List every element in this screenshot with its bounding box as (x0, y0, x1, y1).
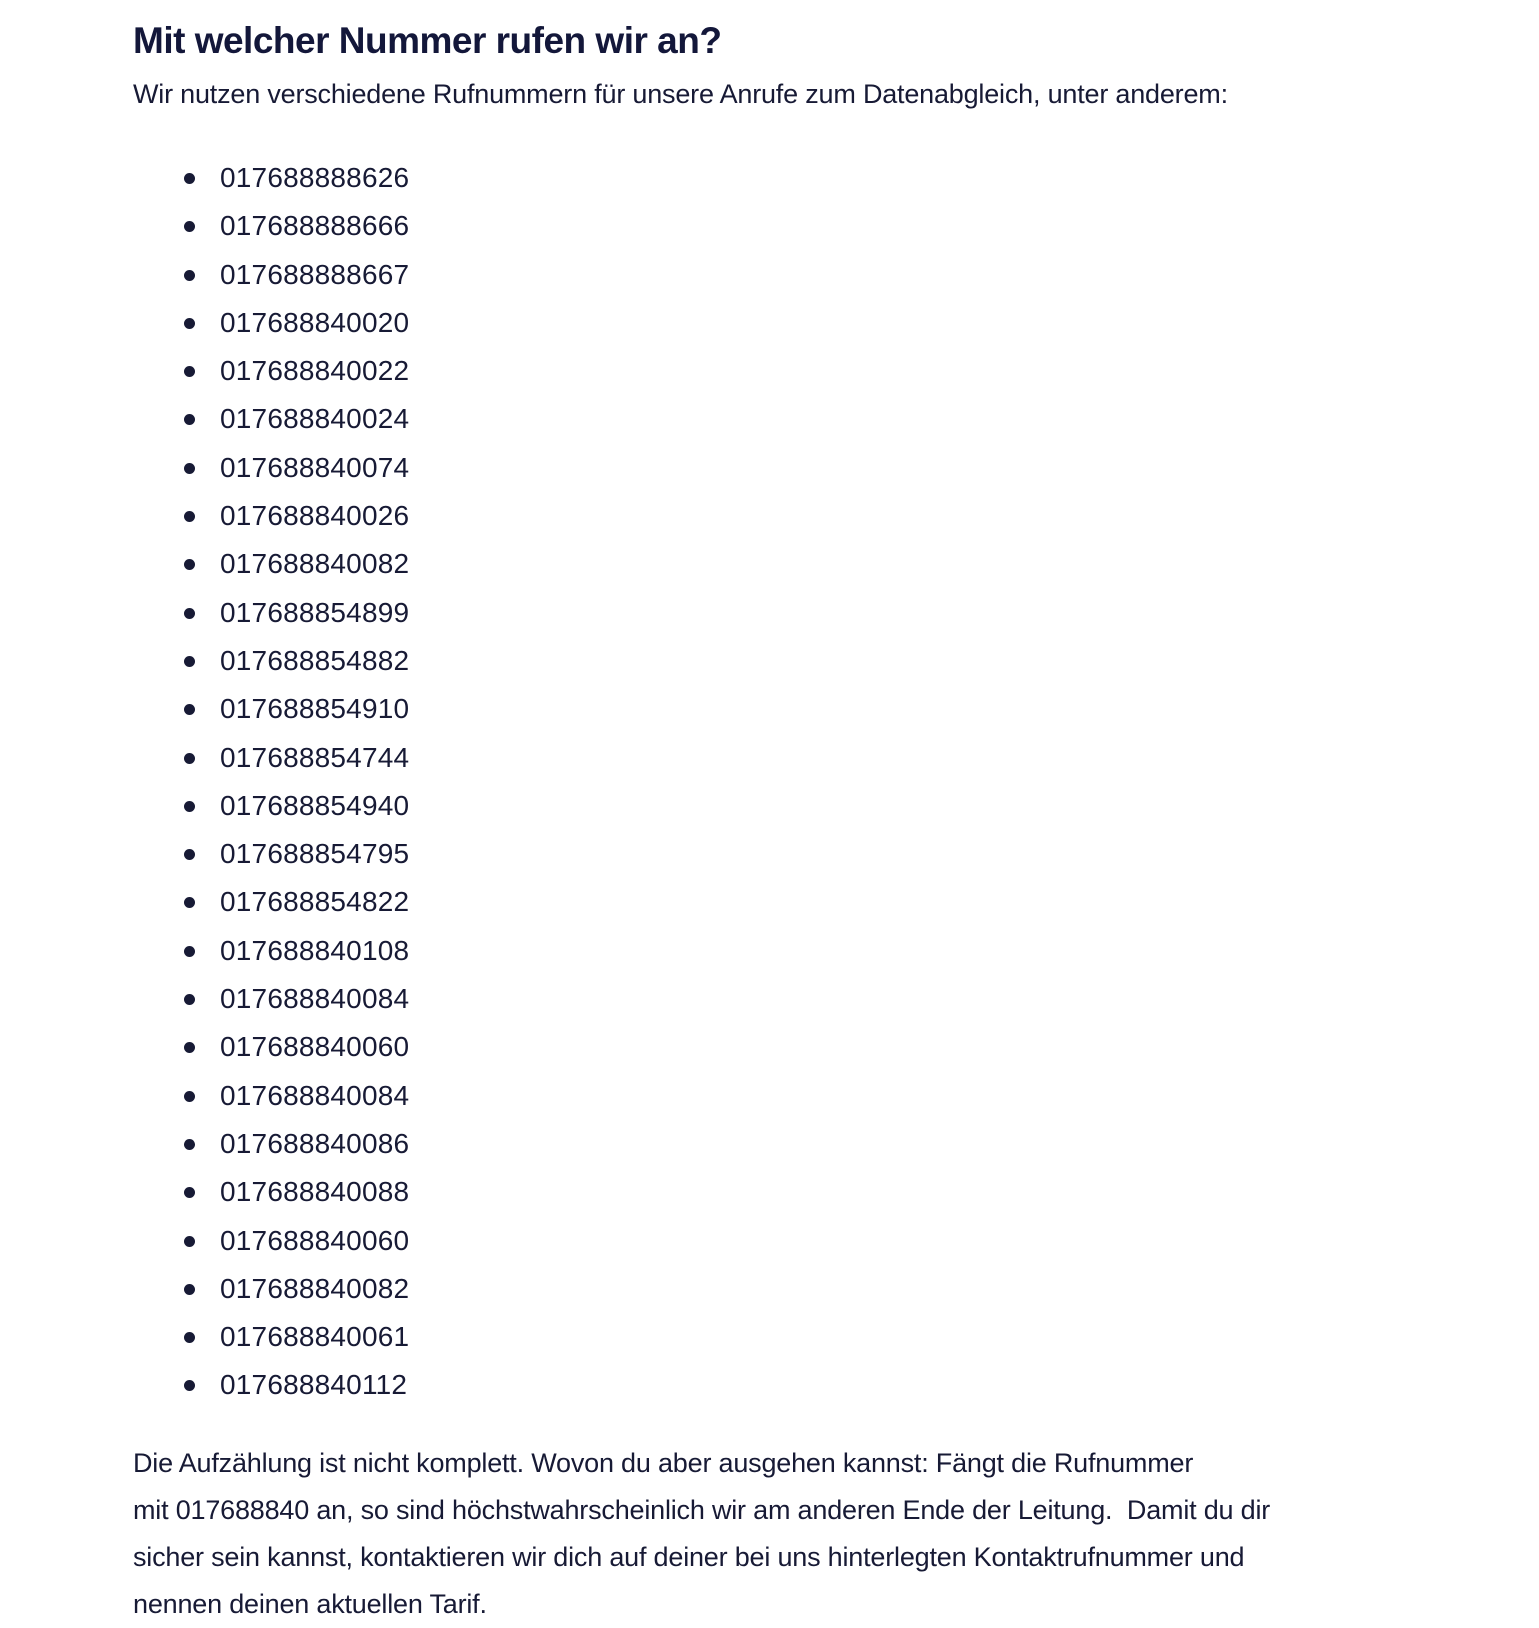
phone-number-item: 017688888667 (133, 251, 1539, 299)
page-title: Mit welcher Nummer rufen wir an? (133, 20, 722, 61)
outro-line: mit 017688840 an, so sind höchstwahrscheinlich wir am anderen Ende der Leitung. Damit du dir (133, 1494, 1271, 1525)
phone-number-item: 017688854744 (133, 734, 1539, 782)
outro-line: nennen deinen aktuellen Tarif. (133, 1588, 487, 1619)
phone-number-item: 017688840060 (133, 1023, 1539, 1071)
phone-number-item: 017688840112 (133, 1361, 1539, 1409)
phone-number-item: 017688840084 (133, 1072, 1539, 1120)
phone-number-item: 017688840061 (133, 1313, 1539, 1361)
intro-text: Wir nutzen verschiedene Rufnummern für unsere Anrufe zum Datenabgleich, unter anderem: (133, 79, 1228, 109)
phone-number-item: 017688840060 (133, 1217, 1539, 1265)
phone-number-item: 017688840082 (133, 540, 1539, 588)
outro-paragraph (133, 1440, 1539, 1628)
phone-number-list (133, 154, 1539, 1410)
phone-number-item: 017688840082 (133, 1265, 1539, 1313)
phone-number-item: 017688840084 (133, 975, 1539, 1023)
phone-number-item: 017688854940 (133, 782, 1539, 830)
phone-number-item: 017688840086 (133, 1120, 1539, 1168)
phone-number-item: 017688888666 (133, 202, 1539, 250)
outro-line: Die Aufzählung ist nicht komplett. Wovon du aber ausgehen kannst: Fängt die Rufnummer (133, 1447, 1194, 1478)
outro-line: sicher sein kannst, kontaktieren wir dich auf deiner bei uns hinterlegten Kontaktrufnummer und (133, 1541, 1245, 1572)
phone-number-item: 017688888626 (133, 154, 1539, 202)
phone-number-item: 017688854910 (133, 685, 1539, 733)
phone-number-item: 017688840020 (133, 299, 1539, 347)
phone-number-item: 017688854795 (133, 830, 1539, 878)
phone-number-item: 017688840026 (133, 492, 1539, 540)
phone-number-item: 017688840022 (133, 347, 1539, 395)
phone-number-item: 017688840024 (133, 395, 1539, 443)
phone-number-item: 017688840074 (133, 444, 1539, 492)
phone-number-item: 017688854822 (133, 878, 1539, 926)
phone-number-item: 017688840108 (133, 927, 1539, 975)
phone-number-item: 017688840088 (133, 1168, 1539, 1216)
phone-number-item: 017688854899 (133, 589, 1539, 637)
phone-number-item: 017688854882 (133, 637, 1539, 685)
